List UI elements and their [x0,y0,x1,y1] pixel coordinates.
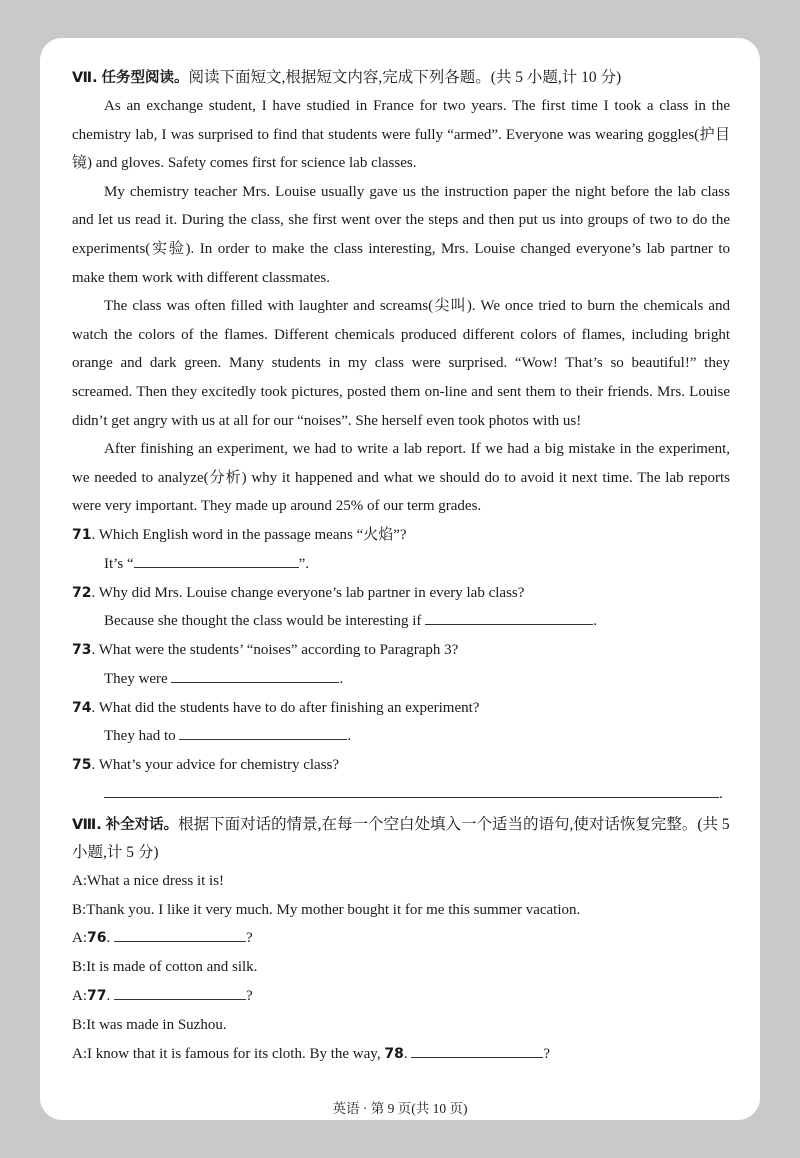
question-text: Which English word in the passage means “火焰”? [98,526,407,543]
answer-line-74 [72,722,730,751]
page-footer: 英语 · 第 9 页(共 10 页) [332,1101,468,1116]
answer-suffix: . [347,728,352,745]
section-8-instruction: 根据下面对话的情景,在每一个空白处填入一个适当的语句,使对话恢复完整。(共 5 小题,计 5 分) [72,815,730,861]
exam-page [40,38,760,1120]
speaker-label: B: [72,901,87,918]
answer-prefix: Because she thought the class would be interesting if [104,613,426,630]
answer-prefix: It’s “ [104,555,134,572]
dialogue-line-3: A:76. ? [72,924,730,953]
section-8-heading [72,811,730,867]
question-74: 74. What did the students have to do after finishing an experiment? [72,699,480,716]
answer-blank-73[interactable] [171,668,339,683]
dialogue-line-2 [72,896,730,925]
answer-line-72 [72,607,730,636]
answer-line-73 [72,665,730,694]
section-8-numeral: Ⅷ. [72,816,102,833]
question-71: 71. Which English word in the passage means “火焰”? [72,526,407,543]
question-number: 78 [384,1045,404,1062]
answer-suffix: . [719,786,723,803]
answer-blank-72[interactable] [425,610,593,625]
question-number: 77 [87,988,107,1005]
answer-blank-77[interactable] [114,985,246,1000]
question-number: 76 [87,930,107,947]
answer-blank-71[interactable] [134,553,299,568]
section-8-title: 补全对话。 [105,816,179,833]
section-7-instruction: 阅读下面短文,根据短文内容,完成下列各题。(共 5 小题,计 10 分) [188,69,622,86]
answer-line-75 [72,780,730,809]
speaker-label: A: [72,988,87,1005]
dialogue-line-1 [72,867,730,896]
question-73: 73. What were the students’ “noises” according to Paragraph 3? [72,642,459,659]
question-75: 75. What’s your advice for chemistry class? [72,757,340,774]
dialogue-punct: ? [245,930,253,947]
question-number: 73 [72,642,92,659]
question-number: 74 [72,699,92,716]
passage-paragraph-2: My chemistry teacher Mrs. Louise usually gave us the instruction paper the night before the lab class and let us read it. During the class, she first went over the steps and then put us into groups of two to do the experiments(实验). In order to make the class interesting, Mrs. Louise changed everyone’s lab partner to make them work with different classmates. [72,183,730,286]
question-72: 72. Why did Mrs. Louise change everyone’s lab partner in every lab class? [72,584,525,601]
dialogue-line-4 [72,953,730,982]
speaker-label: A: [72,872,87,889]
question-text: What were the students’ “noises” according to Paragraph 3? [98,642,459,659]
question-number: 75 [72,757,92,774]
answer-prefix: They were [104,670,172,687]
answer-line-71 [72,550,730,579]
answer-suffix: . [593,613,597,630]
question-text: What did the students have to do after finishing an experiment? [98,699,480,716]
question-number: 72 [72,584,92,601]
speaker-label: B: [72,959,87,976]
answer-prefix: They had to [104,728,180,745]
speaker-label: B: [72,1016,87,1033]
dialogue-text: It was made in Suzhou. [86,1016,227,1033]
dialogue-text: I know that it is famous for its cloth. By the way, [87,1045,385,1062]
question-text: What’s your advice for chemistry class? [98,757,340,774]
speaker-label: A: [72,1045,87,1062]
section-7-heading [72,64,730,92]
answer-blank-75[interactable] [104,783,719,798]
answer-blank-76[interactable] [114,927,246,942]
question-text: Why did Mrs. Louise change everyone’s lab partner in every lab class? [98,584,525,601]
dialogue-text: What a nice dress it is! [87,872,225,889]
answer-blank-78[interactable] [411,1043,543,1058]
answer-suffix: . [339,670,344,687]
section-7-title: 任务型阅读。 [101,70,189,86]
dialogue-text: It is made of cotton and silk. [86,959,258,976]
passage-paragraph-1: As an exchange student, I have studied in France for two years. The first time I took a class in the chemistry lab, I was surprised to find that students were fully “armed”. Everyone was wearing goggles(护目镜) and gloves. Safety comes first for science lab classes. [72,98,730,172]
dialogue-line-5: A:77. ? [72,982,730,1011]
dialogue-punct: ? [543,1045,550,1062]
dialogue-line-6 [72,1011,730,1040]
dialogue-line-7: A:I know that it is famous for its cloth. By the way, 78. ? [72,1040,730,1069]
speaker-label: A: [72,930,87,947]
passage-paragraph-3: The class was often filled with laughter and screams(尖叫). We once tried to burn the chemicals and watch the colors of the flames. Different chemicals produced different colors of flames, including bright orange and dark green. Many students in my class were surprised. “Wow! That’s so beautiful!” they screamed. Then they excitedly took pictures, posted them on-line and sent them to their friends. Mrs. Louise didn’t get angry with us at all for our “noises”. She herself even took photos with us! [72,298,730,429]
answer-blank-74[interactable] [179,725,347,740]
dialogue-punct: ? [245,988,253,1005]
answer-suffix: ”. [298,555,309,572]
question-number: 71 [72,526,92,543]
passage-paragraph-4: After finishing an experiment, we had to write a lab report. If we had a big mistake in the experiment, we needed to analyze(分析) why it happened and what we should do to avoid it next time. The lab reports were very important. They made up around 25% of our term grades. [72,441,730,515]
dialogue-text: Thank you. I like it very much. My mother bought it for me this summer vacation. [86,901,581,918]
section-7-numeral: Ⅶ. [72,70,98,86]
